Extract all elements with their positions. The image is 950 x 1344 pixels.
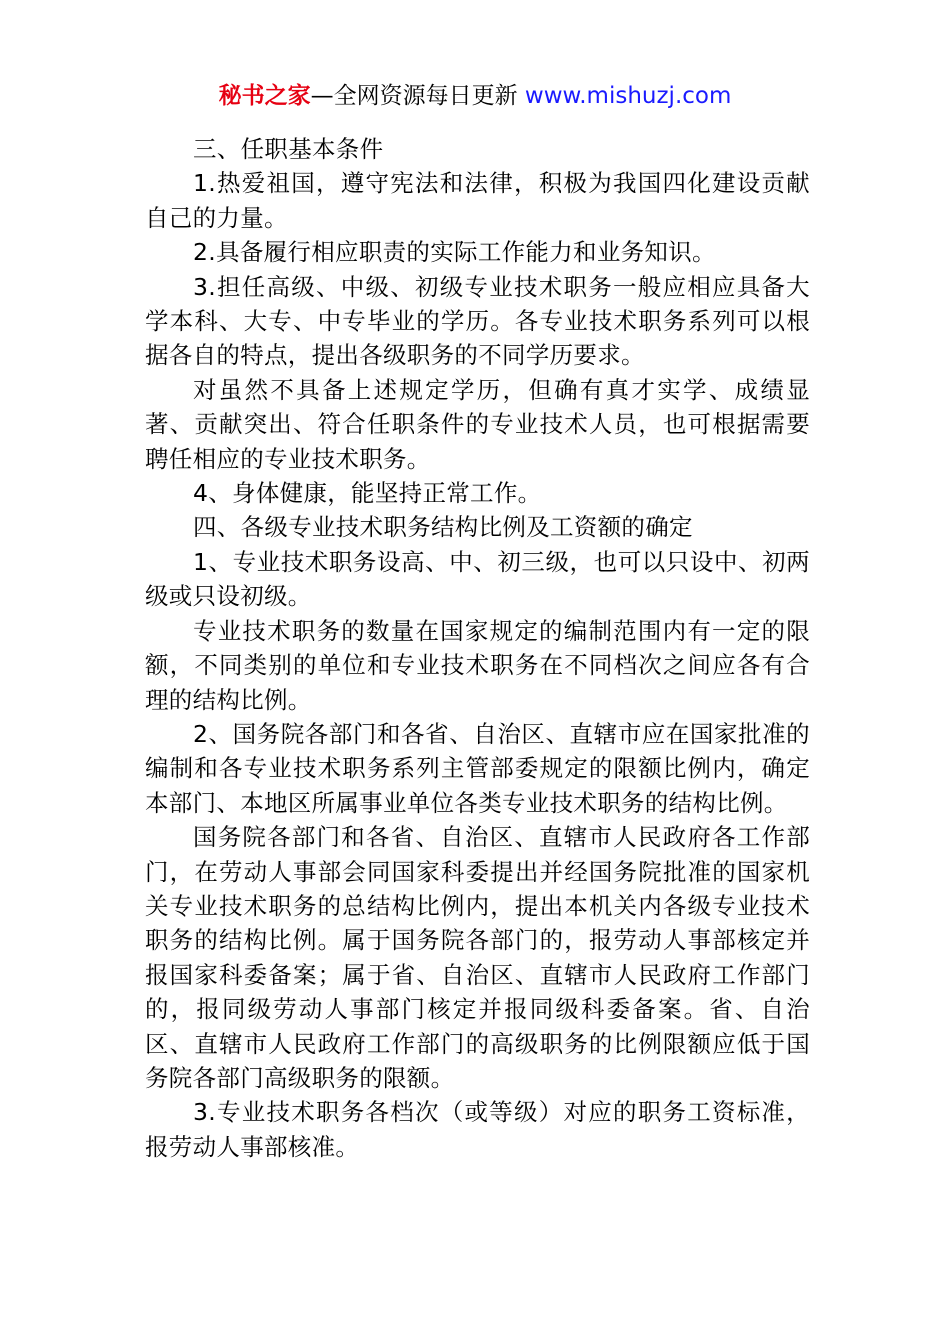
paragraph: 3.担任高级、中级、初级专业技术职务一般应相应具备大学本科、大专、中专毕业的学历。各专业技术职务系列可以根据各自的特点，提出各级职务的不同学历要求。 bbox=[145, 272, 810, 370]
page-header bbox=[0, 80, 950, 112]
paragraph: 对虽然不具备上述规定学历，但确有真才实学、成绩显著、贡献突出、符合任职条件的专业技术人员，也可根据需要聘任相应的专业技术职务。 bbox=[145, 375, 810, 473]
document-body bbox=[145, 132, 810, 1164]
paragraph: 2、国务院各部门和各省、自治区、直辖市应在国家批准的编制和各专业技术职务系列主管部委规定的限额比例内，确定本部门、本地区所属事业单位各类专业技术职务的结构比例。 bbox=[145, 719, 810, 817]
header-tagline: —全网资源每日更新 bbox=[310, 83, 518, 109]
paragraph: 国务院各部门和各省、自治区、直辖市人民政府各工作部门，在劳动人事部会同国家科委提出并经国务院批准的国家机关专业技术职务的总结构比例内，提出本机关内各级专业技术职务的结构比例。属于国务院各部门的，报劳动人事部核定并报国家科委备案；属于省、自治区、直辖市人民政府工作部门的，报同级劳动人事部门核定并报同级科委备案。省、自治区、直辖市人民政府工作部门的高级职务的比例限额应低于国务院各部门高级职务的限额。 bbox=[145, 823, 810, 1092]
brand-name: 秘书之家 bbox=[218, 83, 311, 109]
section-heading: 三、任职基本条件 bbox=[193, 135, 384, 163]
paragraph: 3.专业技术职务各档次（或等级）对应的职务工资标准，报劳动人事部核准。 bbox=[145, 1098, 810, 1161]
paragraph: 1、专业技术职务设高、中、初三级，也可以只设中、初两级或只设初级。 bbox=[145, 547, 810, 611]
section-heading: 四、各级专业技术职务结构比例及工资额的确定 bbox=[193, 513, 693, 542]
paragraph: 1.热爱祖国，遵守宪法和法律，积极为我国四化建设贡献自己的力量。 bbox=[145, 169, 810, 232]
website-link[interactable]: www.mishuzj.com bbox=[524, 83, 732, 109]
paragraph: 2.具备履行相应职责的实际工作能力和业务知识。 bbox=[193, 238, 716, 267]
paragraph: 4、身体健康，能坚持正常工作。 bbox=[193, 479, 542, 508]
paragraph: 专业技术职务的数量在国家规定的编制范围内有一定的限额，不同类别的单位和专业技术职务在不同档次之间应各有合理的结构比例。 bbox=[145, 616, 810, 714]
